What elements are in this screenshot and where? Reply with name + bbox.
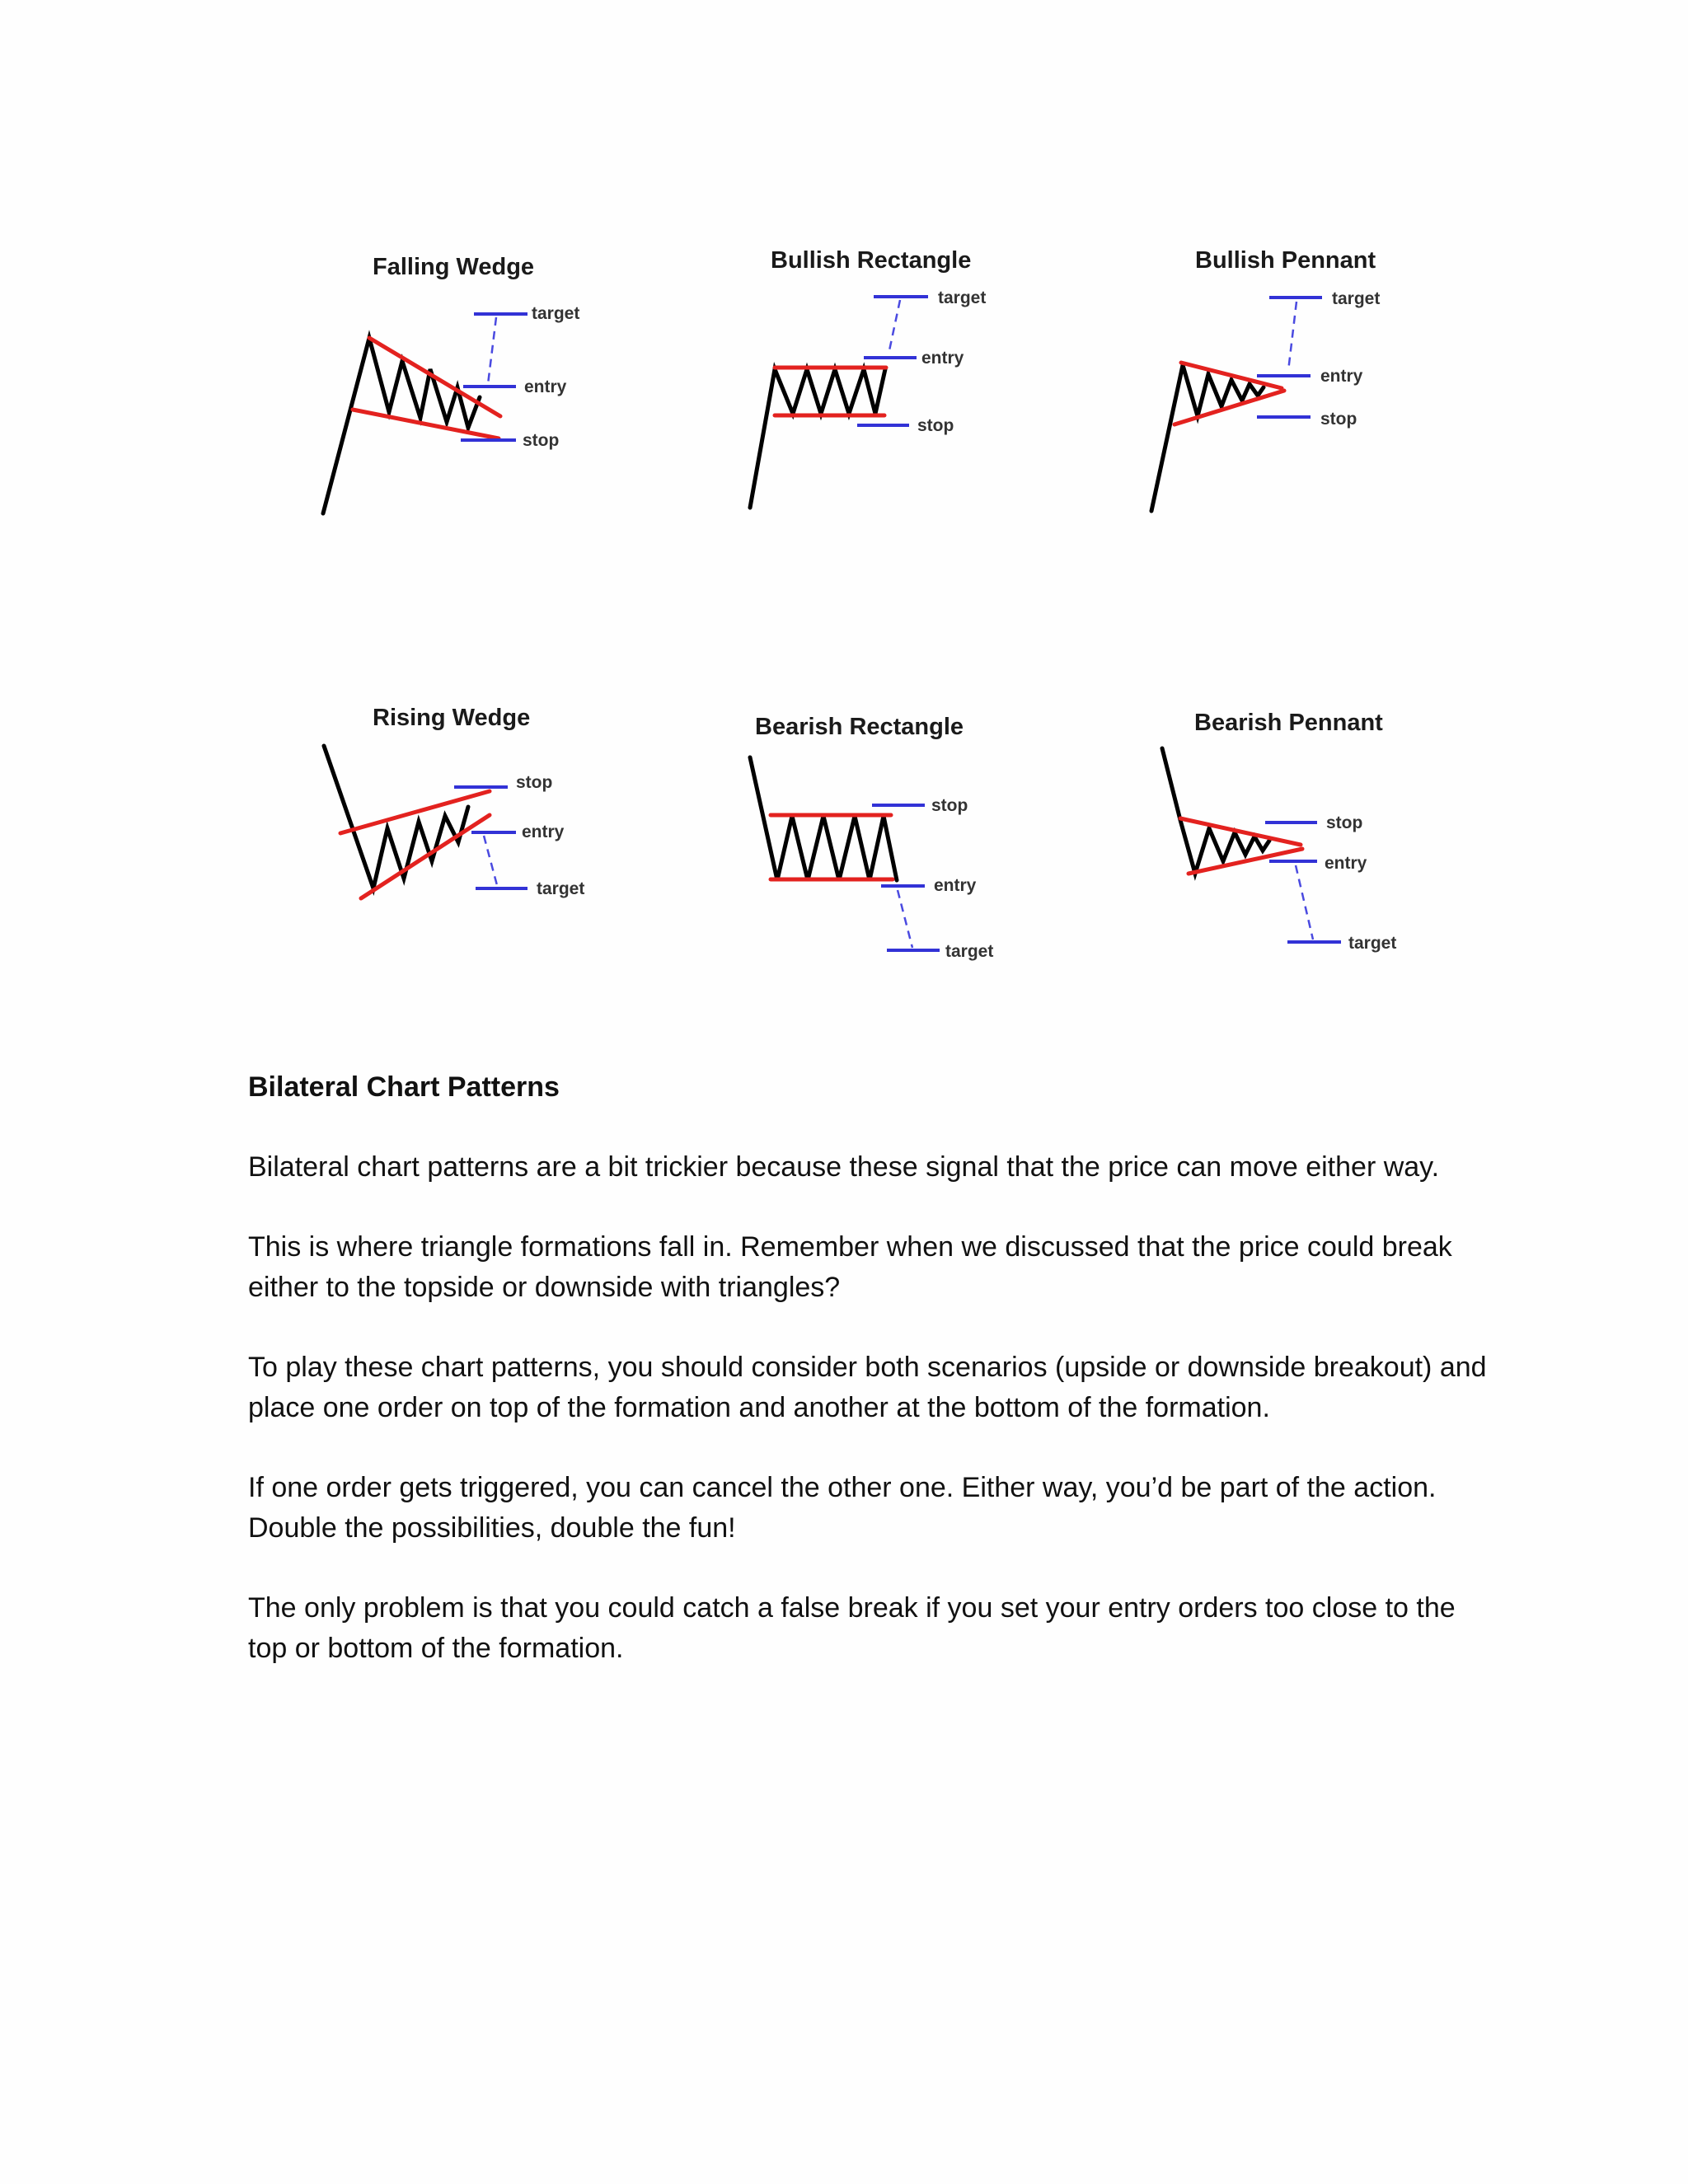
entry-label: entry xyxy=(934,876,977,895)
target-label: target xyxy=(1348,934,1397,953)
stop-label: stop xyxy=(917,416,954,435)
target-projection xyxy=(1296,865,1313,940)
price-line xyxy=(750,369,885,508)
stop-label: stop xyxy=(1320,410,1357,429)
rising-wedge-diagram xyxy=(324,705,584,898)
lower-trendline xyxy=(353,410,499,438)
entry-label: entry xyxy=(1320,367,1363,386)
stop-label: stop xyxy=(1326,813,1363,832)
target-label: target xyxy=(938,288,987,307)
target-projection xyxy=(889,300,900,354)
entry-label: entry xyxy=(1325,854,1367,873)
chart-patterns-figure xyxy=(0,0,1688,1030)
price-line xyxy=(1151,365,1264,511)
bearish-rectangle-diagram xyxy=(750,714,993,961)
paragraph: The only problem is that you could catch a false break if you set your entry orders too close to the top or bottom of the formation. xyxy=(248,1592,1456,1664)
target-label: target xyxy=(537,879,585,898)
entry-label: entry xyxy=(921,349,964,368)
entry-label: entry xyxy=(524,377,567,396)
paragraph: To play these chart patterns, you should consider both scenarios (upside or downside breakout) and place one order on top of the formation and another at the bottom of the formation. xyxy=(248,1352,1487,1423)
article-body xyxy=(248,1067,1501,1708)
bearish-rectangle-title: Bearish Rectangle xyxy=(755,714,964,740)
price-line xyxy=(1162,748,1269,874)
bullish-rectangle-diagram xyxy=(750,247,986,508)
entry-label: entry xyxy=(522,823,565,841)
stop-label: stop xyxy=(523,431,560,450)
price-line xyxy=(750,757,897,880)
bullish-rectangle-title: Bullish Rectangle xyxy=(771,247,972,274)
paragraph: This is where triangle formations fall in. Remember when we discussed that the price could break either to the topside or downside with triangles? xyxy=(248,1231,1452,1303)
target-projection xyxy=(1288,302,1296,371)
bearish-pennant-title: Bearish Pennant xyxy=(1194,710,1383,736)
price-line xyxy=(323,338,480,513)
target-projection xyxy=(484,836,497,885)
stop-label: stop xyxy=(931,796,968,815)
bullish-pennant-title: Bullish Pennant xyxy=(1195,247,1376,274)
target-projection xyxy=(488,317,496,384)
stop-label: stop xyxy=(516,773,553,792)
section-heading: Bilateral Chart Patterns xyxy=(248,1071,560,1103)
paragraph: Bilateral chart patterns are a bit trickier because these signal that the price can move either way. xyxy=(248,1151,1440,1183)
bearish-pennant-diagram xyxy=(1162,710,1396,953)
target-projection xyxy=(898,890,912,948)
paragraph: If one order gets triggered, you can cancel the other one. Either way, you’d be part of the action. Double the possibilities, double the fun! xyxy=(248,1472,1437,1544)
rising-wedge-title: Rising Wedge xyxy=(373,705,531,731)
bullish-pennant-diagram xyxy=(1151,247,1380,511)
target-label: target xyxy=(1332,289,1381,308)
target-label: target xyxy=(532,304,580,323)
falling-wedge-diagram xyxy=(323,254,579,513)
falling-wedge-title: Falling Wedge xyxy=(373,254,535,280)
target-label: target xyxy=(945,942,994,961)
